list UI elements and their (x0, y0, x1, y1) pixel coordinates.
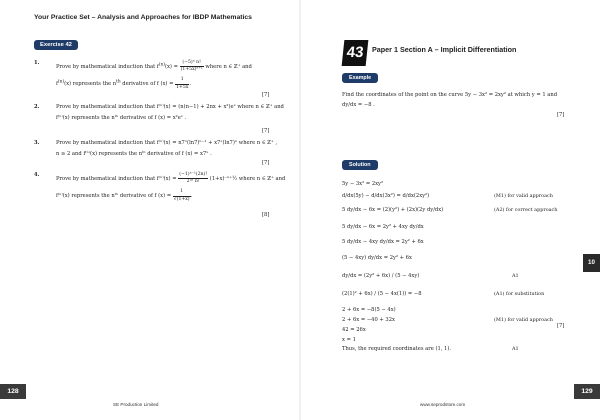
exercise-badge: Exercise 42 (34, 40, 78, 50)
solution-step: Thus, the required coordinates are (1, 1). (342, 346, 452, 352)
question-number: 2. (34, 104, 40, 110)
formula-fraction: $\frac{1}{1+5x}$ (176, 77, 189, 90)
solution-step: dy/dx = (2y² + 6x) / (5 − 4xy) (342, 273, 420, 279)
marks-label: [7] (262, 128, 270, 134)
question-line: n ≥ 2 and f⁽ⁿ⁾(x) represents the nᵗʰ derivative of f (x) = x7ˣ . (56, 151, 212, 158)
page-gutter (299, 0, 301, 420)
solution-step: 5 dy/dx − 6x = 2y² + 4xy dy/dx (342, 224, 424, 230)
marking-note: (M1) for valid approach (494, 193, 553, 199)
marks-label: [7] (262, 92, 270, 98)
solution-step: 5y − 3x² = 2xy² (342, 181, 384, 187)
question-3 (34, 140, 278, 162)
question-1 (34, 60, 274, 95)
formula-fraction: $\frac{1}{√(1+x)}$ (173, 189, 190, 202)
footer-publisher: SE Production Limited (113, 402, 159, 407)
formula-fraction: $\frac{\text{(−1)ⁿ⁻¹(2n)!}}{\text{2²ⁿ n!}}$ (179, 172, 208, 185)
question-line: Prove by mathematical induction that f⁽ⁿ⁾(x) = n7ˣ(ln7)ⁿ⁻¹ + x7ˣ(ln7)ⁿ where n ∈ ℤ⁺ , (56, 140, 278, 146)
footer-website: www.seprodstore.com (420, 402, 466, 407)
marking-note: A1 (512, 346, 519, 352)
marks-label: [7] (262, 160, 270, 166)
solution-step: 5 dy/dx − 6x = (2)(y²) + (2x)(2y dy/dx) (342, 207, 444, 213)
solution-step: d/dx(5y) − d/dx(3x²) = d/dx(2xy²) (342, 193, 430, 199)
solution-step: x = 1 (342, 337, 356, 343)
chapter-title: Paper 1 Section A – Implicit Differentiation (372, 45, 517, 54)
page-number-left: 128 (0, 384, 26, 399)
solution-step: 2 + 6x = −8(5 − 4x) (342, 307, 396, 313)
solution-step: (5 − 4xy) dy/dx = 2y² + 6x (342, 255, 412, 261)
marks-label: [7] (557, 112, 565, 118)
marking-note: (M1) for valid approach (494, 317, 553, 323)
question-number: 1. (34, 60, 40, 66)
solution-tag: Solution (342, 160, 378, 170)
question-number: 3. (34, 140, 40, 146)
marks-label: [7] (557, 323, 565, 329)
marks-label: [8] (262, 212, 270, 218)
marking-note: (A2) for correct approach (494, 207, 558, 213)
solution-step: 5 dy/dx − 4xy dy/dx = 2y² + 6x (342, 239, 424, 245)
solution-step: 42 = 26x (342, 327, 366, 333)
page-number-right: 129 (574, 384, 600, 399)
solution-step: (2(1)² + 6x) / (5 − 4x(1)) = −8 (342, 291, 422, 297)
question-4 (34, 172, 286, 207)
question-line: $f^{(n)}(x)$ represents the $n^{th}$ derivative of f (x) = $\frac{1}{1+5x}$ . (56, 77, 192, 90)
question-2 (34, 104, 284, 126)
question-line: Prove by mathematical induction that f⁽ⁿ⁾(x) = (n(n−1) + 2nx + x²)eˣ where n ∈ ℤ⁺ and (56, 104, 284, 110)
question-line: Prove by mathematical induction that f⁽ⁿ⁾(x) = $\frac{\text{(−1)ⁿ⁻¹(2n)!}}{\text{2²ⁿ n!}}$ (1+x)⁻ⁿ⁺½ where n ∈ ℤ⁺ and (56, 172, 286, 185)
marking-note: A1 (512, 273, 519, 279)
chapter-side-tab: 10 (583, 254, 600, 272)
question-line: Prove by mathematical induction that $f^{(n)}(x)$ = $\frac{\text{(−5)ⁿ n!}}{\text{(1+5x)ⁿ⁺¹}}$ where n ∈ ℤ⁺ and (56, 60, 252, 73)
formula-fraction: $\frac{\text{(−5)ⁿ n!}}{\text{(1+5x)ⁿ⁺¹}}$ (180, 60, 203, 73)
example-text: Find the coordinates of the point on the curve 5y − 3x² = 2xy² at which y = 1 and dy/dx = −8 . (342, 92, 558, 109)
marking-note: (A1) for substitution (494, 291, 545, 297)
question-line: f⁽ⁿ⁾(x) represents the nᵗʰ derivative of f (x) = $\frac{1}{√(1+x)}$ . (56, 189, 193, 202)
question-number: 4. (34, 172, 40, 178)
question-line: f⁽ⁿ⁾(x) represents the nᵗʰ derivative of f (x) = x²eˣ . (56, 115, 187, 122)
book-title: Your Practice Set – Analysis and Approaches for IBDP Mathematics (34, 14, 252, 21)
chapter-number-badge: 43 (342, 40, 369, 66)
solution-step: 2 + 6x = −40 + 32x (342, 317, 395, 323)
example-tag: Example (342, 73, 378, 83)
